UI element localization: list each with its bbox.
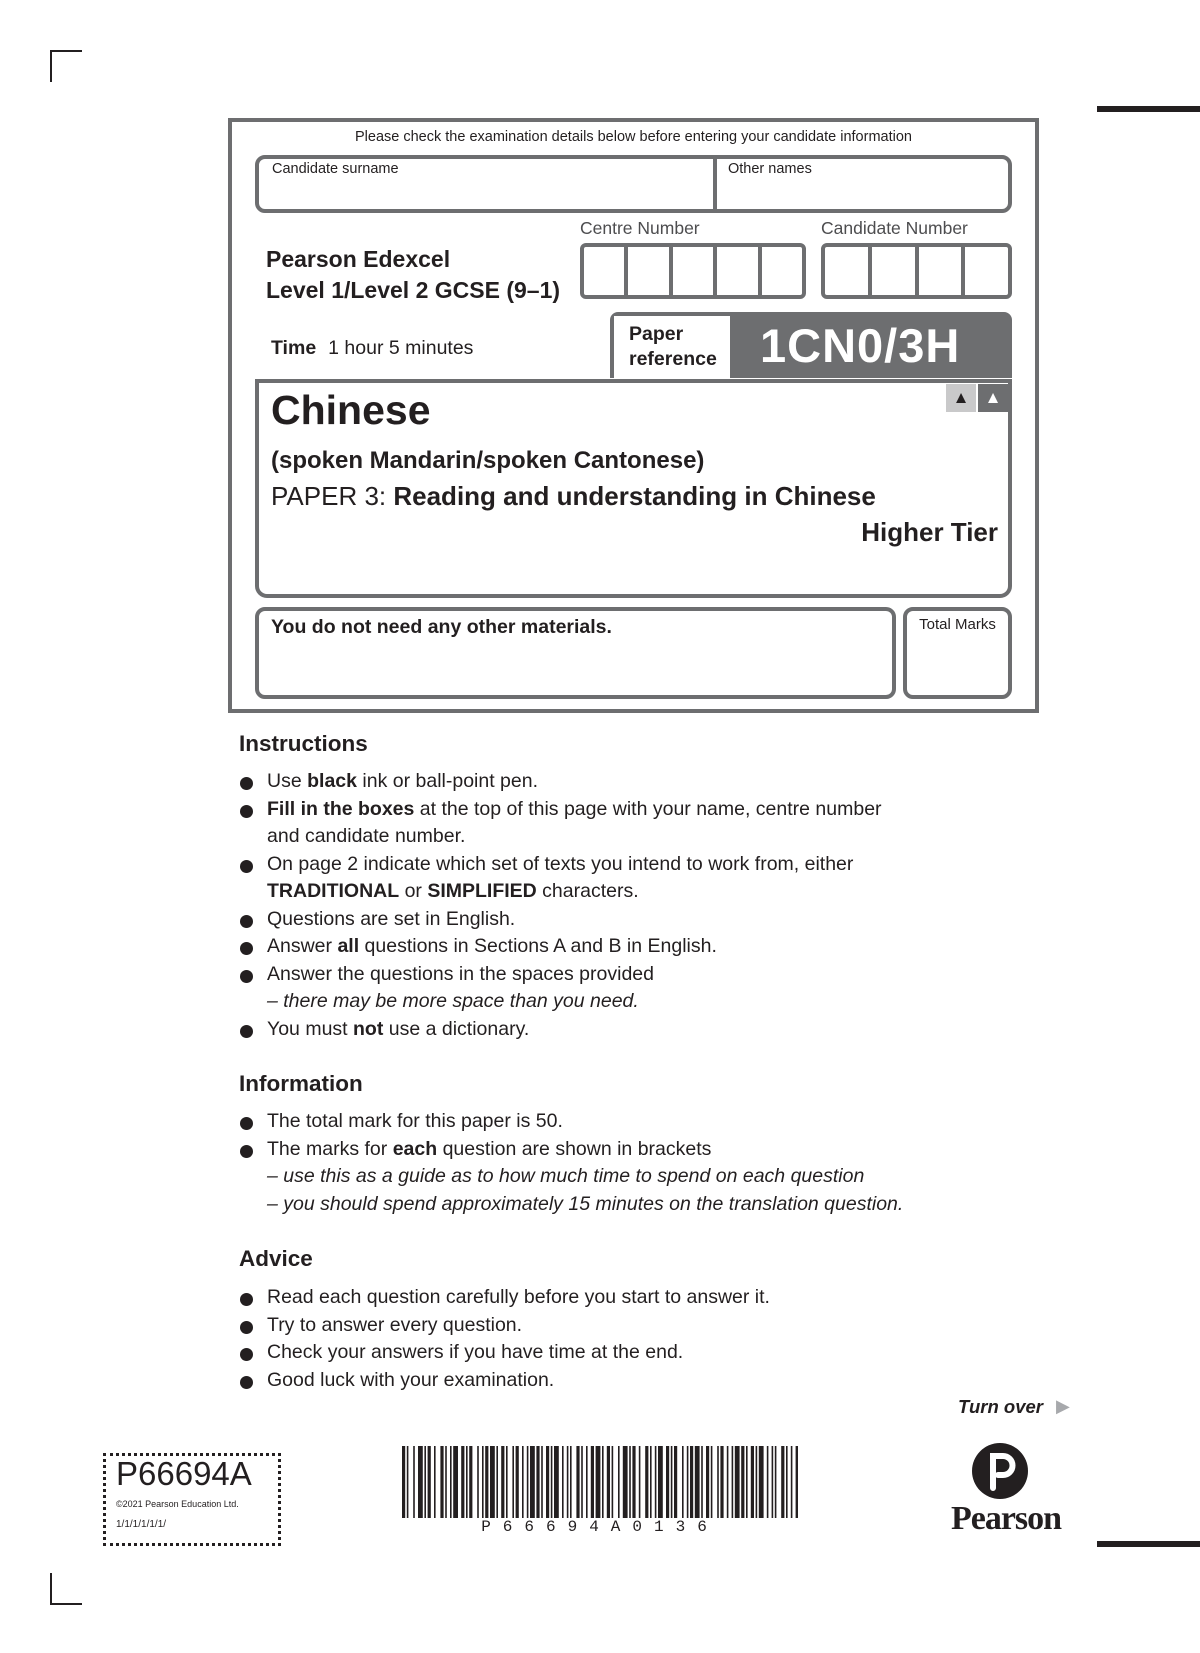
centre-number-field[interactable] — [580, 243, 806, 299]
barcode-bar — [791, 1446, 793, 1518]
barcode-bar — [735, 1446, 740, 1518]
barcode-bar — [695, 1446, 700, 1518]
barcode-bar — [756, 1446, 758, 1518]
barcode-bar — [477, 1446, 479, 1518]
digit-box[interactable] — [825, 247, 872, 295]
barcode-bar — [576, 1446, 579, 1518]
list-item: Read each question carefully before you start to answer it. — [239, 1284, 770, 1312]
list-item: and candidate number. — [267, 825, 466, 847]
list-item: The marks for each question are shown in brackets — [239, 1136, 903, 1164]
barcode — [402, 1446, 798, 1518]
barcode-bar — [629, 1446, 631, 1518]
digit-box[interactable] — [919, 247, 966, 295]
list-item: Use black ink or ball-point pen. — [239, 768, 882, 796]
barcode-bar — [512, 1446, 514, 1518]
barcode-bar — [658, 1446, 663, 1518]
crop-mark-right-top — [1097, 106, 1200, 112]
barcode-bar — [490, 1446, 495, 1518]
barcode-bar — [623, 1446, 628, 1518]
paper-code: P66694A — [116, 1455, 252, 1492]
barcode-bar — [407, 1446, 409, 1518]
barcode-bar — [796, 1446, 798, 1518]
candidate-surname-label: Candidate surname — [272, 161, 399, 177]
barcode-bar — [602, 1446, 604, 1518]
triangle-up-icon: ▲ — [978, 384, 1008, 412]
pearson-logo-icon — [972, 1443, 1028, 1499]
barcode-bar — [727, 1446, 729, 1518]
barcode-bar — [650, 1446, 652, 1518]
total-marks-label: Total Marks — [919, 616, 996, 633]
candidate-number-label: Candidate Number — [821, 218, 968, 238]
barcode-bar — [607, 1446, 610, 1518]
barcode-bar — [485, 1446, 488, 1518]
barcode-bar — [746, 1446, 748, 1518]
barcode-bar — [690, 1446, 693, 1518]
barcode-bar — [570, 1446, 572, 1518]
barcode-bar — [469, 1446, 472, 1518]
digit-box[interactable] — [717, 247, 761, 295]
tier: Higher Tier — [861, 517, 998, 547]
barcode-number: P66694A0136 — [481, 1518, 719, 1536]
barcode-bar — [717, 1446, 719, 1518]
barcode-bar — [732, 1446, 734, 1518]
centre-number-label: Centre Number — [580, 218, 700, 238]
triangle-up-icon: ▲ — [946, 384, 976, 412]
paper-name: Reading and understanding in Chinese — [393, 481, 876, 511]
barcode-bar — [751, 1446, 754, 1518]
barcode-bar — [741, 1446, 744, 1518]
barcode-bar — [461, 1446, 464, 1518]
barcode-bar — [781, 1446, 784, 1518]
barcode-bar — [466, 1446, 468, 1518]
digit-box[interactable] — [872, 247, 919, 295]
list-item: The total mark for this paper is 50. — [239, 1108, 903, 1136]
list-item: – you should spend approximately 15 minutes on the translation question. — [267, 1192, 904, 1215]
crop-mark-bottom-left — [50, 1573, 82, 1605]
barcode-bar — [666, 1446, 669, 1518]
list-item: Try to answer every question. — [239, 1312, 770, 1340]
list-item: – use this as a guide as to how much time to spend on each question — [267, 1165, 865, 1187]
barcode-bar — [551, 1446, 553, 1518]
list-item: On page 2 indicate which set of texts you intend to work from, either — [239, 851, 882, 879]
barcode-bar — [720, 1446, 723, 1518]
barcode-bar — [418, 1446, 423, 1518]
barcode-bar — [402, 1446, 405, 1518]
barcode-bar — [706, 1446, 709, 1518]
barcode-bar — [655, 1446, 657, 1518]
barcode-bar — [775, 1446, 777, 1518]
list-item: – there may be more space than you need. — [267, 990, 639, 1012]
barcode-bar — [645, 1446, 648, 1518]
barcode-bar — [581, 1446, 583, 1518]
barcode-bar — [586, 1446, 588, 1518]
digit-box[interactable] — [628, 247, 672, 295]
barcode-bar — [567, 1446, 569, 1518]
barcode-bar — [527, 1446, 529, 1518]
paper-title — [271, 481, 876, 512]
list-item: Answer the questions in the spaces provided — [239, 961, 882, 989]
barcode-bar — [413, 1446, 415, 1518]
names-divider — [713, 155, 717, 213]
crop-mark-right-bottom — [1097, 1541, 1200, 1547]
other-names-label: Other names — [728, 161, 812, 177]
publisher-name: Pearson — [950, 1500, 1062, 1537]
barcode-bar — [530, 1446, 535, 1518]
list-item: Good luck with your examination. — [239, 1367, 770, 1395]
information-list — [239, 1108, 903, 1218]
information-heading: Information — [239, 1071, 363, 1096]
turn-over-text: Turn over — [958, 1396, 1043, 1417]
candidate-number-field[interactable] — [821, 243, 1012, 299]
barcode-bar — [612, 1446, 614, 1518]
copyright: ©2021 Pearson Education Ltd. — [116, 1499, 239, 1509]
digit-box[interactable] — [584, 247, 628, 295]
triangle-right-icon: ▶ — [1056, 1396, 1070, 1416]
barcode-bar — [618, 1446, 620, 1518]
time-value: 1 hour 5 minutes — [328, 337, 474, 359]
barcode-bar — [759, 1446, 764, 1518]
paper-number: PAPER 3: — [271, 481, 387, 511]
list-item: You must not use a dictionary. — [239, 1016, 882, 1044]
list-item: Check your answers if you have time at the end. — [239, 1339, 770, 1367]
digit-box[interactable] — [673, 247, 717, 295]
barcode-bar — [516, 1446, 519, 1518]
barcode-bar — [445, 1446, 447, 1518]
paper-reference-code: 1CN0/3H — [760, 319, 961, 372]
materials-text: You do not need any other materials. — [271, 616, 612, 638]
barcode-bar — [496, 1446, 498, 1518]
exam-time — [271, 337, 473, 360]
barcode-bar — [522, 1446, 524, 1518]
barcode-bar — [562, 1446, 564, 1518]
barcode-bar — [501, 1446, 504, 1518]
barcode-bar — [671, 1446, 673, 1518]
subject-spoken: (spoken Mandarin/spoken Cantonese) — [271, 447, 705, 474]
barcode-bar — [711, 1446, 713, 1518]
barcode-bar — [554, 1446, 559, 1518]
digit-box[interactable] — [965, 247, 1008, 295]
barcode-bar — [687, 1446, 689, 1518]
crop-mark-top-left — [50, 50, 82, 82]
barcode-bar — [674, 1446, 677, 1518]
advice-list — [239, 1284, 770, 1394]
barcode-bar — [767, 1446, 769, 1518]
subject-title: Chinese — [271, 387, 431, 433]
barcode-bar — [786, 1446, 788, 1518]
instructions-list — [239, 768, 882, 1043]
barcode-bar — [428, 1446, 431, 1518]
barcode-bar — [772, 1446, 774, 1518]
barcode-bar — [682, 1446, 684, 1518]
exam-board — [266, 244, 560, 306]
barcode-bar — [639, 1446, 641, 1518]
list-item: Answer all questions in Sections A and B in English. — [239, 933, 882, 961]
barcode-bar — [506, 1446, 508, 1518]
board-name: Pearson Edexcel — [266, 246, 451, 272]
time-label: Time — [271, 337, 317, 359]
list-item: TRADITIONAL or SIMPLIFIED characters. — [267, 880, 639, 902]
barcode-bar — [482, 1446, 484, 1518]
barcode-bar — [536, 1446, 539, 1518]
print-code: 1/1/1/1/1/1/ — [116, 1519, 167, 1530]
paper-reference-label: Paper reference — [629, 323, 717, 370]
barcode-bar — [450, 1446, 452, 1518]
barcode-bar — [632, 1446, 635, 1518]
barcode-bar — [453, 1446, 458, 1518]
barcode-bar — [591, 1446, 594, 1518]
list-item: Fill in the boxes at the top of this page with your name, centre number — [239, 796, 882, 824]
digit-box[interactable] — [762, 247, 802, 295]
barcode-bar — [596, 1446, 601, 1518]
check-note: Please check the examination details below before entering your candidate information — [355, 129, 912, 145]
barcode-bar — [701, 1446, 703, 1518]
barcode-bar — [424, 1446, 426, 1518]
qualification-level: Level 1/Level 2 GCSE (9–1) — [266, 277, 561, 303]
list-item: Questions are set in English. — [239, 906, 882, 934]
barcode-bar — [440, 1446, 443, 1518]
advice-heading: Advice — [239, 1246, 313, 1271]
barcode-bar — [546, 1446, 549, 1518]
barcode-bar — [434, 1446, 436, 1518]
instructions-heading: Instructions — [239, 731, 368, 756]
barcode-bar — [541, 1446, 543, 1518]
